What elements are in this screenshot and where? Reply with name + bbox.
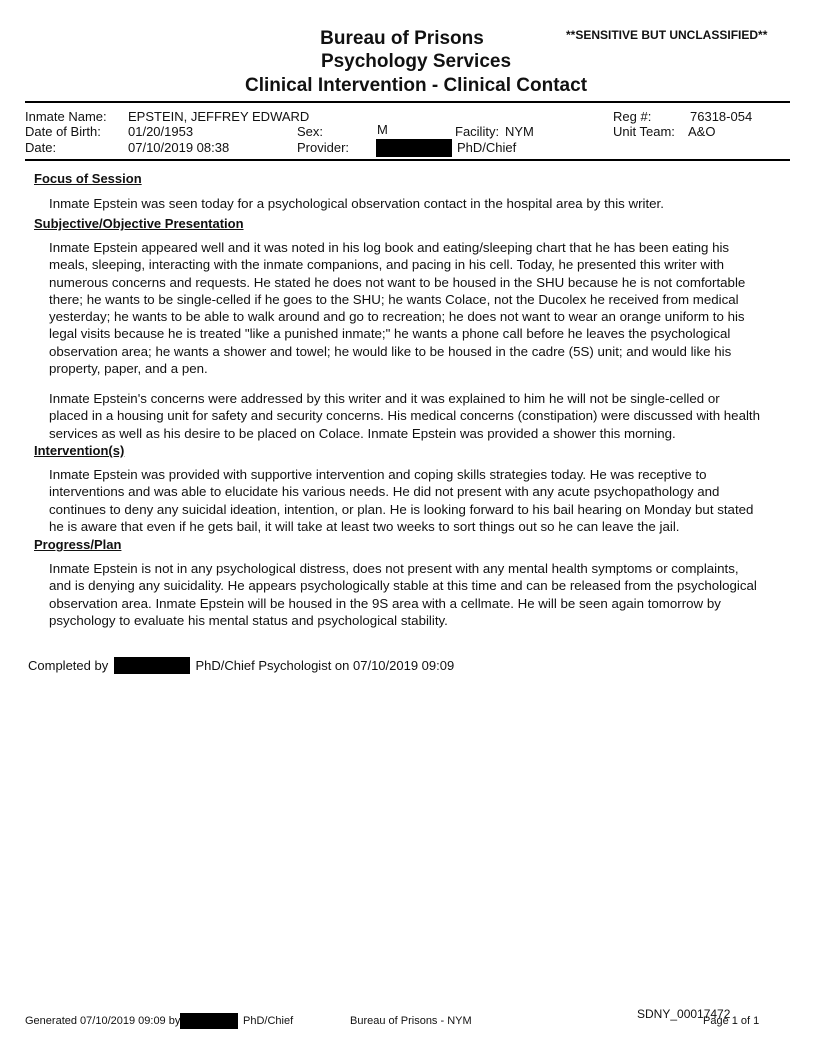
provider-label: Provider: [297,140,350,155]
document-title: Clinical Intervention - Clinical Contact [244,75,588,96]
unit-team-value: A&O [688,124,716,139]
bates-number: SDNY_00017472 [637,1007,731,1021]
facility-value: NYM [505,124,534,139]
interventions-text: Inmate Epstein was provided with supportive intervention and coping skills strategies today. He was receptive to interventions and was able to elucidate his various needs. He did not present with any acute psychopathology and continues to deny any suicidal ideation, intention, or plan. He is looking forward to his bail hearing on Monday but stated he is aware that even if he gets bail, it will take at least two weeks to sort things out so he can leave the jail. [49,467,754,534]
generated-by-suffix: PhD/Chief [243,1015,294,1027]
department-title: Psychology Services [320,51,512,72]
classification-banner: **SENSITIVE BUT UNCLASSIFIED** [566,28,768,42]
provider-title: PhD/Chief [457,140,517,155]
completed-by-redaction [114,657,190,674]
info-divider [25,159,790,161]
provider-name-redaction [376,139,452,157]
completed-by-prefix: Completed by [28,658,109,673]
focus-of-session-heading: Focus of Session [34,171,142,186]
generated-by-prefix: Generated 07/10/2019 09:09 by [25,1015,181,1027]
date-value: 07/10/2019 08:38 [128,140,230,155]
agency-title: Bureau of Prisons [320,28,484,49]
progress-plan-heading: Progress/Plan [34,537,122,552]
footer-facility-name: Bureau of Prisons - NYM [350,1015,472,1027]
facility-label: Facility: [455,124,500,139]
top-divider [25,101,790,103]
reg-number-value: 76318-054 [690,109,753,124]
sex-value: M [377,122,388,137]
inmate-name-value: EPSTEIN, JEFFREY EDWARD [128,109,310,124]
subjective-paragraph-1: Inmate Epstein appeared well and it was noted in his log book and eating/sleeping chart that he has been eating his meals, sleeping, interacting with the inmate companions, and pacing in his cell. Today, he presented this writer with numerous concerns and requests. He stated he does not want to be housed in the SHU because he is not comfortable there; he wants to be single-celled if he goes to the SHU; he wants Colace, not the Ducolex he received from medical yesterday; he wants to be able to walk around and go to recreation; he does not want to wear an orange uniform to his legal visits because he is treated "like a punished inmate;" he wants a phone call before he leaves the psychological observation area; he wants a shower and towel; he would like to be housed in the cadre (5S) unit; and would like his property, paper, and a pen. [49,240,746,377]
focus-of-session-text: Inmate Epstein was seen today for a psychological observation contact in the hospital area by this writer. [49,196,664,211]
page-number: Page 1 of 1 [703,1015,760,1027]
progress-plan-text: Inmate Epstein is not in any psychological distress, does not present with any mental health symptoms or complaints, and is denying any suicidality. He appears psychologically stable at this time and can be released from the psychological observation area. Inmate Epstein will be housed in the 9S area with a cellmate. He will be seen again tomorrow by psychology to evaluate his mental status and psychological stability. [49,561,757,628]
completed-by-suffix: PhD/Chief Psychologist on 07/10/2019 09:09 [195,658,455,673]
sex-label: Sex: [297,124,324,139]
date-label: Date: [25,140,57,155]
inmate-name-label: Inmate Name: [25,109,107,124]
interventions-heading: Intervention(s) [34,443,125,458]
subjective-paragraph-2: Inmate Epstein's concerns were addressed by this writer and it was explained to him he will not be single-celled or placed in a housing unit for safety and security concerns. His medical concerns (constipation) were discussed with health services as well as his desire to be placed on Colace. Inmate Epstein was provided a shower this morning. [49,391,761,441]
unit-team-label: Unit Team: [613,124,675,139]
reg-number-label: Reg #: [613,109,652,124]
subjective-objective-heading: Subjective/Objective Presentation [34,216,244,231]
completed-by-line [28,657,454,674]
generated-by-redaction [180,1013,238,1029]
dob-label: Date of Birth: [25,124,101,139]
dob-value: 01/20/1953 [128,124,194,139]
